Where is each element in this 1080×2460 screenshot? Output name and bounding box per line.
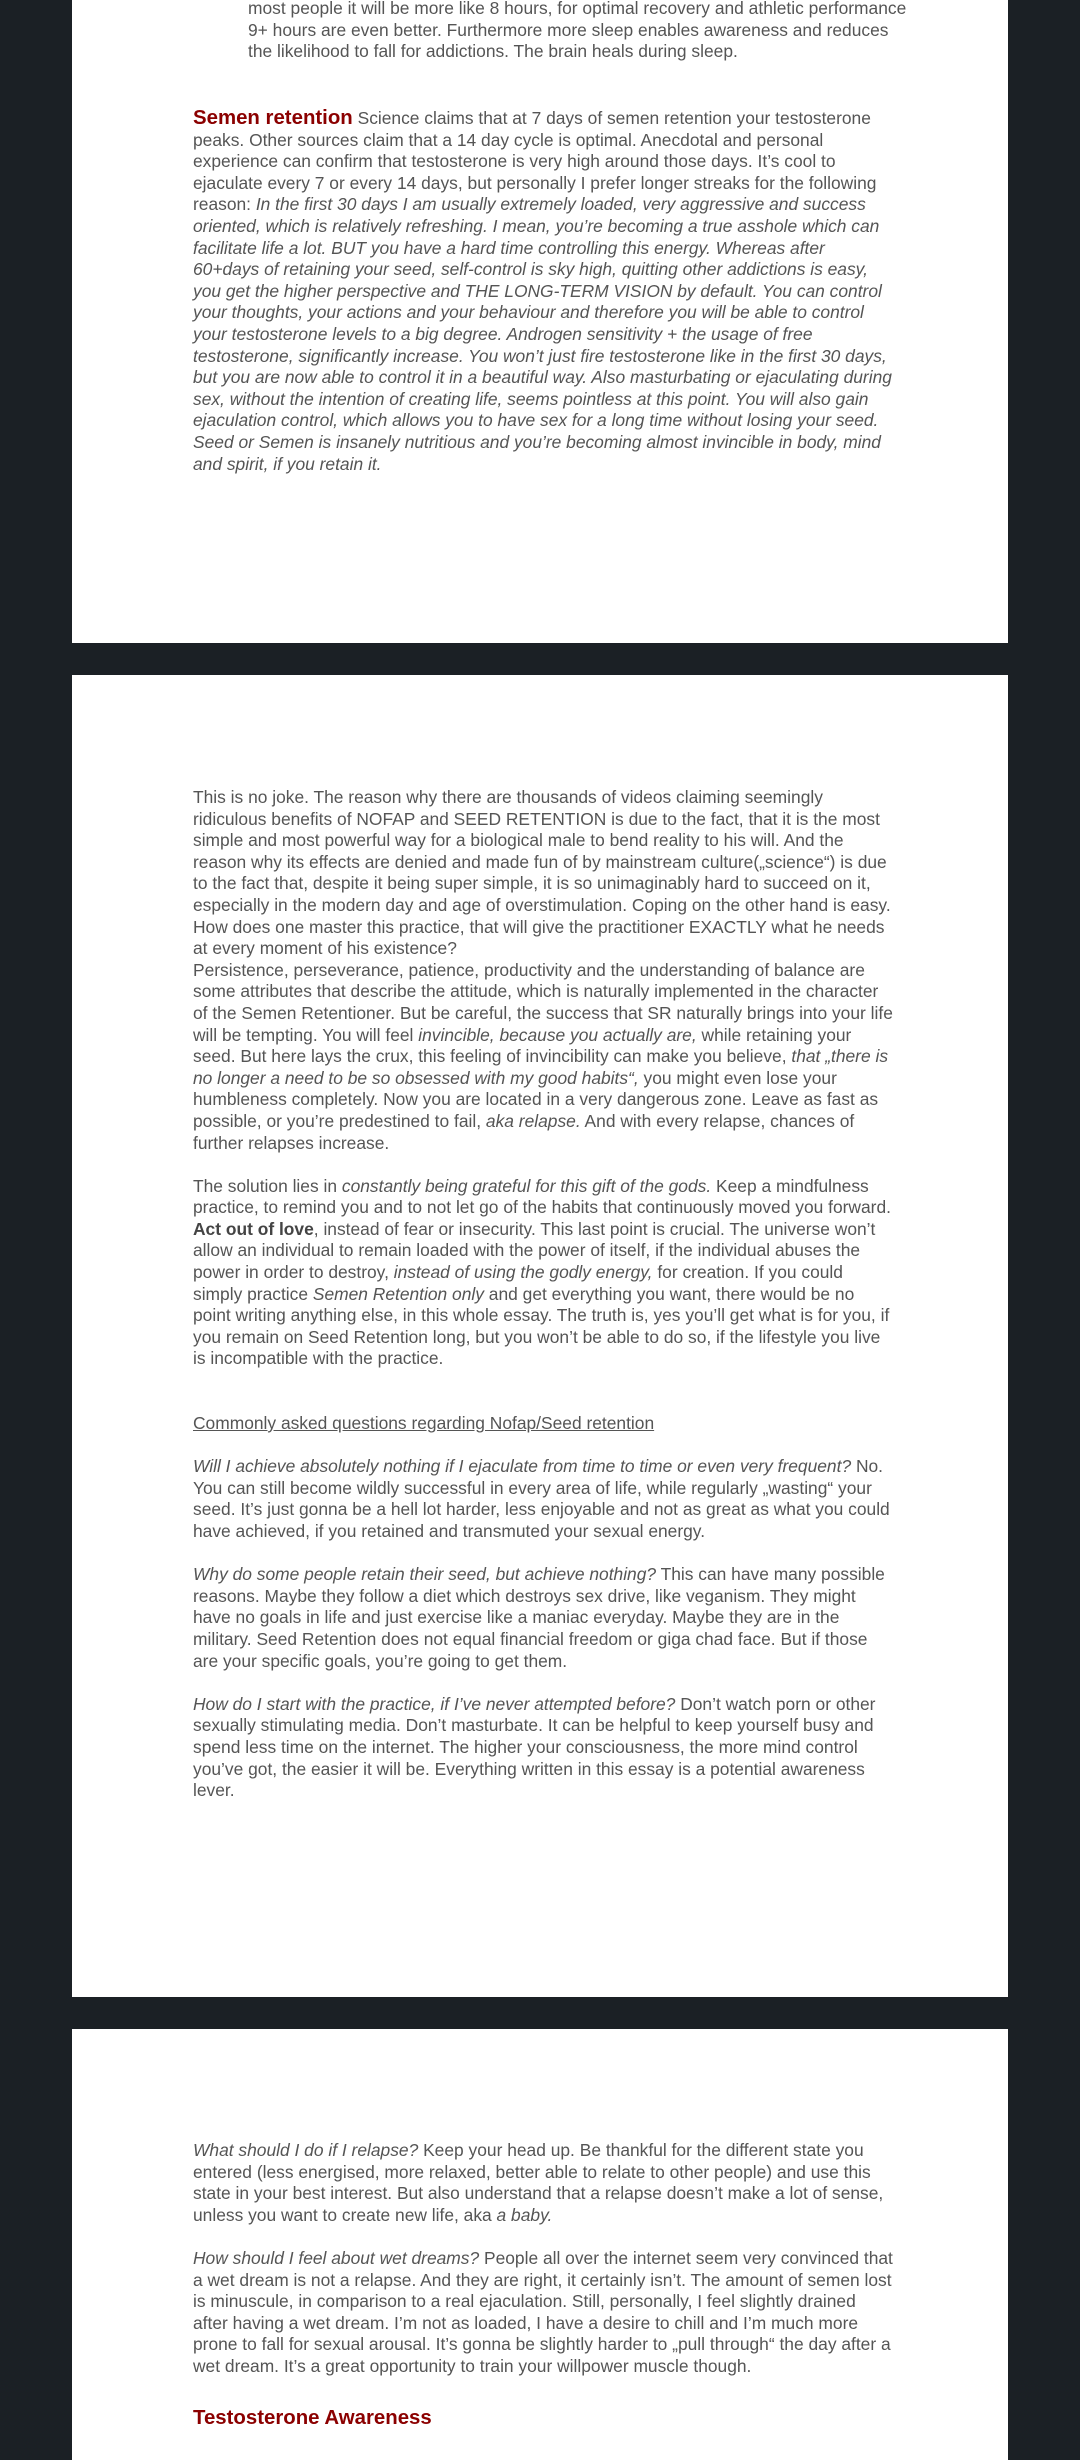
faq-answer: No. You can still become wildly successful in every area of life, while regularly „wasting“ your seed. It’s just gonna be a hell lot harder, less enjoyable and not as great as what you could have achieved, if you retained and transmuted your sexual energy. <box>193 1456 890 1541</box>
faq-item: What should I do if I relapse? Keep your head up. Be thankful for the different state you entered (less energised, more relaxed, better able to relate to other people) and use this state in your best interest. But also understand that a relapse doesn’t make a lot of sense, unless you want to create new life, aka a baby. <box>193 2140 884 2225</box>
document-page-3 <box>72 2029 1008 2460</box>
page-3-body <box>193 2140 893 2429</box>
faq-heading: Commonly asked questions regarding Nofap/Seed retention <box>193 1413 655 1434</box>
faq-question: How should I feel about wet dreams? <box>193 2247 480 2268</box>
no-joke-paragraph: This is no joke. The reason why there are thousands of videos claiming seemingly ridiculous benefits of NOFAP and SEED RETENTION is due to the fact, that it is the most simple and most powerful way for a biological male to bend reality to his will. And the reason why its effects are denied and made fun of by mainstream culture(„science“) is due to the fact that, despite it being super simple, it is so unimaginably hard to succeed on it, especially in the modern day and age of overstimulation. Coping on the other hand is easy. How does one master this practice, that will give the practitioner EXACTLY what he needs at every moment of his existence? <box>193 787 891 959</box>
persistence-paragraph: Persistence, perseverance, patience, productivity and the understanding of balance are some attributes that describe the attitude, which is naturally implemented in the character of the Semen Retentioner. But be careful, the success that SR naturally brings into your life will be tempting. You will feel invincible, because you actually are, while retaining your seed. But here lays the crux, this feeling of invincibility can make you believe, that „there is no longer a need to be so obsessed with my good habits“, you might even lose your humbleness completely. Now you are located in a very dangerous zone. Leave as fast as possible, or you’re predestined to fail, aka relapse. And with every relapse, chances of further relapses increase. <box>193 959 893 1153</box>
document-page-2 <box>72 675 1008 1997</box>
document-page-1 <box>72 0 1008 643</box>
testosterone-awareness-heading: Testosterone Awareness <box>193 2406 432 2429</box>
faq-answer: This can have many possible reasons. Maybe they follow a diet which destroys sex drive, like veganism. They might have no goals in life and just exercise like a maniac everyday. Maybe they are in the military. Seed Retention does not equal financial freedom or giga chad face. But if those are your specific goals, you’re going to get them. <box>193 1564 885 1671</box>
faq-answer: Don’t watch porn or other sexually stimulating media. Don’t masturbate. It can be helpful to keep yourself busy and spend less time on the internet. The higher your consciousness, the more mind control you’ve got, the easier it will be. Everything written in this essay is a potential awareness lever. <box>193 1693 876 1801</box>
semen-retention-heading: Semen retention <box>193 107 353 129</box>
semen-retention-section <box>193 108 893 475</box>
faq-item <box>193 1564 893 1672</box>
faq-answer: Keep your head up. Be thankful for the different state you entered (less energised, more relaxed, better able to relate to other people) and use this state in your best interest. But also understand that a relapse doesn’t make a lot of sense, unless you want to create new life, aka <box>193 2140 884 2225</box>
faq-answer: People all over the internet seem very convinced that a wet dream is not a relapse. And they are right, it certainly isn’t. The amount of semen lost is minuscule, in comparison to a real ejaculation. Still, personally, I feel slightly drained after having a wet dream. I’m not as loaded, I have a desire to chill and I’m much more prone to fall for sexual arousal. It’s gonna be slightly harder to „pull through“ the day after a wet dream. It’s a great opportunity to train your willpower muscle though. <box>193 2247 893 2376</box>
faq-item <box>193 2248 893 2378</box>
semen-retention-paragraph: Semen retention Science claims that at 7 days of semen retention your testosterone peaks. Other sources claim that a 14 day cycle is optimal. Anecdotal and personal experience can confirm that testosterone is very high around those days. It’s cool to ejaculate every 7 or every 14 days, but personally I prefer longer streaks for the following reason: In the first 30 days I am usually extremely loaded, very aggressive and success oriented, which is relatively refreshing. I mean, you’re becoming a true asshole which can facilitate life a lot. BUT you have a hard time controlling this energy. Whereas after 60+days of retaining your seed, self-control is sky high, quitting other addictions is easy, you get the higher perspective and THE LONG-TERM VISION by default. You can control your thoughts, your actions and your behaviour and therefore you will be able to control your testosterone levels to a big degree. Androgen sensitivity + the usage of free testosterone, significantly increase. You won’t just fire testosterone like in the first 30 days, but you are now able to control it in a beautiful way. Also masturbating or ejaculating during sex, without the intention of creating life, seems pointless at this point. You will also gain ejaculation control, which allows you to have sex for a long time without losing your seed. Seed or Semen is insanely nutritious and you’re becoming almost invincible in body, mind and spirit, if you retain it. <box>193 107 892 474</box>
faq-question: What should I do if I relapse? <box>193 2140 419 2160</box>
solution-paragraph: The solution lies in constantly being grateful for this gift of the gods. Keep a mindfulness practice, to remind you and to not let go of the habits that continuously moved you forward. Act out of love, instead of fear or insecurity. This last point is crucial. The universe won’t allow an individual to remain loaded with the power of itself, if the individual abuses the power in order to destroy, instead of using the godly energy, for creation. If you could simply practice Semen Retention only and get everything you want, there would be no point writing anything else, in this whole essay. The truth is, yes you’ll get what is for you, if you remain on Seed Retention long, but you won’t be able to do so, if the lifestyle you live is incompatible with the practice. <box>193 1175 891 1369</box>
faq-question: Why do some people retain their seed, but achieve nothing? <box>193 1564 657 1585</box>
faq-question: How do I start with the practice, if I’ve never attempted before? <box>193 1693 676 1714</box>
faq-item <box>193 1456 893 1542</box>
faq-item <box>193 1694 893 1802</box>
sleep-paragraph-tail: most people it will be more like 8 hours, for optimal recovery and athletic performance 9+ hours are even better. Furthermore more sleep enables awareness and reduces the likelihood to fall for addictions. The brain heals during sleep. <box>248 0 907 62</box>
faq-question: Will I achieve absolutely nothing if I ejaculate from time to time or even very frequent? <box>193 1456 852 1477</box>
page-2-body <box>193 787 893 1802</box>
